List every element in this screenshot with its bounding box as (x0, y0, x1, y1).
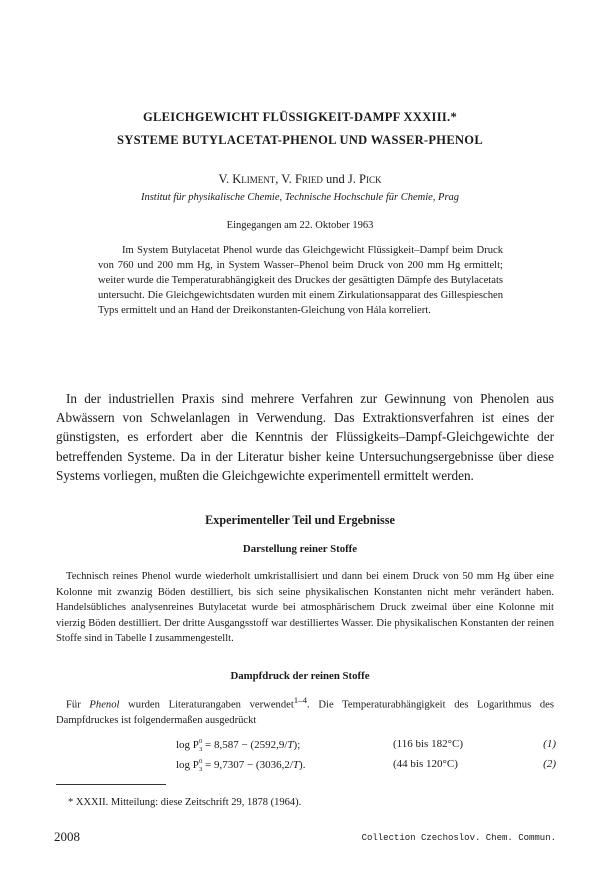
para2-phenol: Phenol (89, 699, 120, 711)
equation-2-var: T (292, 759, 300, 771)
subsection-heading-vapor-pressure: Dampfdruck der reinen Stoffe (230, 670, 370, 682)
equation-1-lhs: log P (176, 739, 199, 751)
equation-2-number: (2) (543, 758, 556, 770)
author-1-initial: V. (218, 172, 233, 186)
para2-rest: . Die Temperaturabhängigkeit des Logarithmus des Dampfdruckes ist folgendermaßen ausgedrückt (56, 699, 555, 727)
title-line-2: SYSTEME BUTYLACETAT-PHENOL UND WASSER-PHENOL (117, 133, 483, 147)
author-3-name: Pick (359, 172, 382, 186)
para2-references: 1–4 (293, 695, 308, 705)
introduction-paragraph: In der industriellen Praxis sind mehrere Verfahren zur Gewinnung von Phenolen aus Abwässern von Schwelanlagen in Verwendung. Das Extraktionsverfahren ist eines der günstigsten, es erfordert aber die Kenntnis der Flüssigkeits–Dampf-Gleichgewichte der betreffenden Systeme. Da in der Literatur bisher keine Untersuchungsergebnisse über diese Systems vorliegen, mußten die Gleichgewichte experimentell ermittelt werden. (56, 391, 554, 483)
equation-1 (0, 738, 600, 756)
equation-2 (0, 758, 600, 776)
author-1-name: Kliment (232, 172, 276, 186)
section-heading: Experimenteller Teil und Ergebnisse (205, 513, 395, 527)
title-line-1: GLEICHGEWICHT FLÜSSIGKEIT-DAMPF XXXIII.* (142, 110, 458, 124)
equation-2-lhs: log P (176, 759, 199, 771)
journal-name: Collection Czechoslov. Chem. Commun. (361, 833, 556, 843)
equation-1-number: (1) (543, 738, 556, 750)
equation-1-range: (116 bis 182°C) (393, 738, 463, 750)
paragraph-pure-substances: Technisch reines Phenol wurde wiederholt umkristallisiert und dann bei einem Druck von 50 mm Hg über eine Kolonne mit zwanzig Böden destilliert, bis sich seine physikalischen Konstanten nicht mehr verändert haben. Handelsübliches analysenreines Butylacetat wurde bei atmosphärischem Druck zweimal über eine Kolonne mit vierzig Böden destilliert. Der dritte Ausgangsstoff war destilliertes Wasser. Die physikalischen Konstanten der reinen Stoffe sind in Tabelle I zusammengestellt. (56, 571, 554, 645)
equation-1-var: T (287, 739, 294, 751)
equation-1-formula (176, 738, 300, 754)
subsection-heading-pure-substances: Darstellung reiner Stoffe (242, 543, 358, 555)
equation-2-formula (176, 758, 305, 774)
authors (40, 172, 560, 187)
paragraph-vapor-pressure (56, 693, 554, 729)
author-2-name: Fried (294, 172, 323, 186)
institute: Institut für physikalische Chemie, Technische Hochschule für Chemie, Prag (140, 192, 460, 203)
equation-2-sub: 3 (198, 766, 203, 773)
para2-mid: wurden Literaturangaben verwendet (119, 699, 294, 711)
footnote-divider (56, 784, 166, 785)
author-separator-1: , V. (275, 172, 295, 186)
abstract: Im System Butylacetat Phenol wurde das Gleichgewicht Flüssigkeit–Dampf beim Druck von 760 und 200 mm Hg, in System Wasser–Phenol beim Druck von 200 mm Hg ermittelt; weiter wurde die Temperaturabhängigkeit des Druckes der gesättigten Dämpfe des Butylacetats untersucht. Die Gleichgewichtsdaten wurden mit einem Zirkulationsapparat des Gillespieschen Typs ermittelt und an Hand der Dreikonstanten-Gleichung von Hála korreliert. (98, 245, 504, 316)
equation-1-rhs: = 8,587 − (2592,9/ (202, 739, 288, 751)
footnote: * XXXII. Mitteilung: diese Zeitschrift 29, 1878 (1964). (68, 797, 302, 808)
equation-2-sup: 0 (198, 758, 203, 765)
received-date: Eingegangen am 22. Oktober 1963 (226, 220, 374, 231)
para2-prefix: Für (66, 699, 90, 711)
equation-2-tail: ). (299, 759, 306, 771)
equation-2-rhs: = 9,7307 − (3036,2/ (202, 759, 293, 771)
equation-1-sup: 0 (198, 738, 203, 745)
equation-2-range: (44 bis 120°C) (393, 758, 458, 770)
page-number: 2008 (54, 829, 80, 844)
author-separator-2: und J. (322, 172, 360, 186)
equation-1-sub: 3 (198, 746, 203, 753)
equation-1-tail: ); (293, 739, 301, 751)
